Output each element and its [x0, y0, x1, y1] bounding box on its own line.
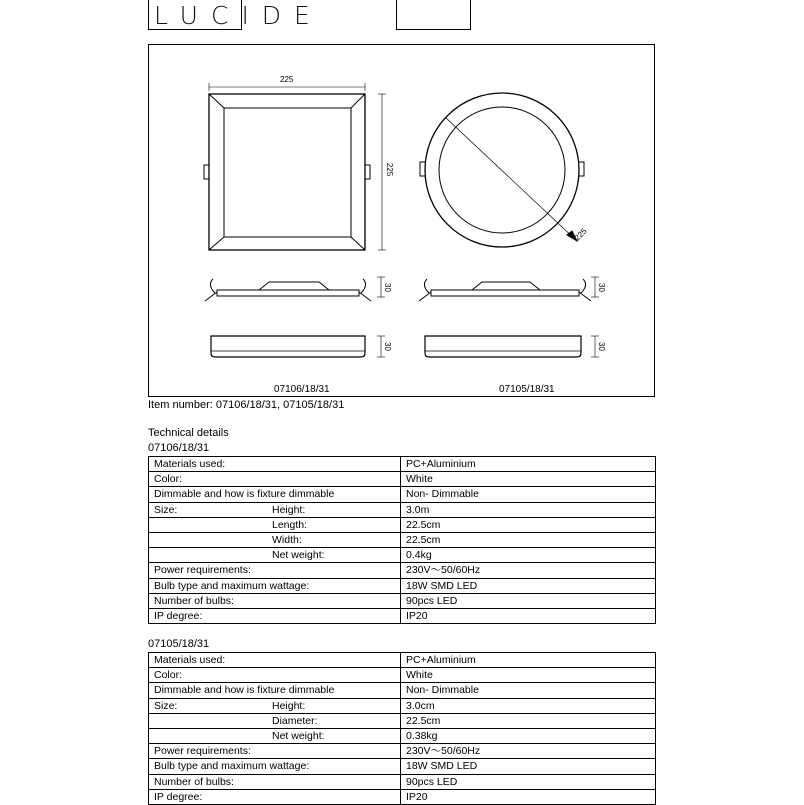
spec-label: IP degree:: [154, 790, 203, 803]
square-outer: [209, 94, 365, 250]
item-number-line: Item number: 07106/18/31, 07105/18/31: [148, 399, 345, 411]
spec-label: Color:: [154, 473, 183, 486]
spec-value: 90pcs LED: [401, 593, 656, 608]
spec-label-cell: [149, 578, 401, 593]
spec-table-round-body: [149, 653, 656, 805]
spec-row: [149, 548, 656, 563]
spec-label: Color:: [154, 669, 183, 682]
spec-sublabel: Net weight:: [272, 730, 325, 743]
spec-label: Power requirements:: [154, 745, 251, 758]
table-1-title: 07106/18/31: [148, 442, 210, 454]
drawing-svg: [149, 45, 656, 398]
spec-label-cell: [149, 668, 401, 683]
spec-label-cell: [149, 532, 401, 547]
spec-row: [149, 698, 656, 713]
spec-label-cell: [149, 563, 401, 578]
spec-row: [149, 487, 656, 502]
logo-frame-right: [396, 0, 471, 30]
spec-label-cell: [149, 653, 401, 668]
spec-row: [149, 608, 656, 623]
spec-value: Non- Dimmable: [401, 683, 656, 698]
technical-details-heading: Technical details: [148, 427, 229, 439]
spec-label-cell: [149, 698, 401, 713]
spec-sublabel: Diameter:: [272, 714, 318, 727]
spec-row: [149, 683, 656, 698]
spec-value: IP20: [401, 789, 656, 804]
spec-label: Size:: [154, 699, 178, 712]
spec-sublabel: Height:: [272, 503, 306, 516]
spec-label-cell: [149, 608, 401, 623]
spec-label-cell: [149, 713, 401, 728]
spec-label: Materials used:: [154, 458, 226, 471]
spec-label-cell: [149, 548, 401, 563]
square-inner: [224, 108, 351, 237]
spec-label-cell: [149, 457, 401, 472]
spec-label: IP degree:: [154, 609, 203, 622]
spec-label: Size:: [154, 503, 178, 516]
spec-label-cell: [149, 517, 401, 532]
technical-drawing: [148, 44, 655, 397]
dim-square-width: 225: [280, 75, 294, 84]
spec-label-cell: [149, 502, 401, 517]
dim-round-diameter: 225: [572, 226, 589, 243]
spec-row: [149, 789, 656, 804]
spec-row: [149, 517, 656, 532]
spec-row: [149, 728, 656, 743]
spec-value: 18W SMD LED: [401, 578, 656, 593]
spec-table-square-body: [149, 457, 656, 624]
spec-label-cell: [149, 487, 401, 502]
caption-square: 07106/18/31: [274, 384, 330, 395]
spec-table-square: [148, 456, 656, 624]
dim-square-height: 225: [385, 162, 395, 177]
spec-value: 3.0cm: [401, 698, 656, 713]
spec-row: [149, 532, 656, 547]
spec-value: 0.38kg: [401, 728, 656, 743]
spec-table-round: [148, 652, 656, 805]
spec-value: 230V～50/60Hz: [401, 744, 656, 759]
spec-row: [149, 578, 656, 593]
spec-row: [149, 457, 656, 472]
spec-label-cell: [149, 728, 401, 743]
spec-label: Power requirements:: [154, 564, 251, 577]
dim-square-profile-height: 30: [382, 342, 392, 351]
spec-value: 90pcs LED: [401, 774, 656, 789]
spec-row: [149, 744, 656, 759]
spec-sublabel: Width:: [272, 534, 302, 547]
spec-value: White: [401, 472, 656, 487]
spec-value: 3.0m: [401, 502, 656, 517]
spec-value: 18W SMD LED: [401, 759, 656, 774]
spec-label-cell: [149, 789, 401, 804]
spec-label-cell: [149, 759, 401, 774]
spec-row: [149, 593, 656, 608]
spec-value: Non- Dimmable: [401, 487, 656, 502]
spec-row: [149, 563, 656, 578]
logo-text: LUCIDE: [154, 1, 323, 30]
spec-row: [149, 502, 656, 517]
spec-sublabel: Length:: [272, 518, 308, 531]
spec-sublabel: Net weight:: [272, 549, 325, 562]
spec-row: [149, 668, 656, 683]
round-outer: [425, 93, 579, 247]
spec-value: IP20: [401, 608, 656, 623]
spec-value: PC+Aluminium: [401, 653, 656, 668]
spec-label: Number of bulbs:: [154, 594, 234, 607]
spec-label-cell: [149, 744, 401, 759]
spec-value: 22.5cm: [401, 517, 656, 532]
spec-row: [149, 713, 656, 728]
spec-label-cell: [149, 593, 401, 608]
spec-label: Materials used:: [154, 654, 226, 667]
spec-value: 22.5cm: [401, 713, 656, 728]
spec-sublabel: Height:: [272, 699, 306, 712]
dim-square-side-height: 30: [382, 283, 392, 292]
spec-label: Dimmable and how is fixture dimmable: [154, 684, 335, 697]
spec-value: PC+Aluminium: [401, 457, 656, 472]
spec-label: Dimmable and how is fixture dimmable: [154, 488, 335, 501]
spec-label: Bulb type and maximum wattage:: [154, 760, 310, 773]
spec-label: Bulb type and maximum wattage:: [154, 579, 310, 592]
spec-value: White: [401, 668, 656, 683]
dim-round-profile-height: 30: [596, 342, 606, 351]
spec-row: [149, 472, 656, 487]
spec-value: 0.4kg: [401, 548, 656, 563]
caption-round: 07105/18/31: [499, 384, 555, 395]
spec-label-cell: [149, 472, 401, 487]
dim-round-side-height: 30: [596, 283, 606, 292]
spec-value: 230V～50/60Hz: [401, 563, 656, 578]
spec-label-cell: [149, 683, 401, 698]
spec-row: [149, 653, 656, 668]
spec-row: [149, 759, 656, 774]
spec-value: 22.5cm: [401, 532, 656, 547]
table-2-title: 07105/18/31: [148, 638, 210, 650]
spec-row: [149, 774, 656, 789]
spec-label: Number of bulbs:: [154, 775, 234, 788]
spec-label-cell: [149, 774, 401, 789]
